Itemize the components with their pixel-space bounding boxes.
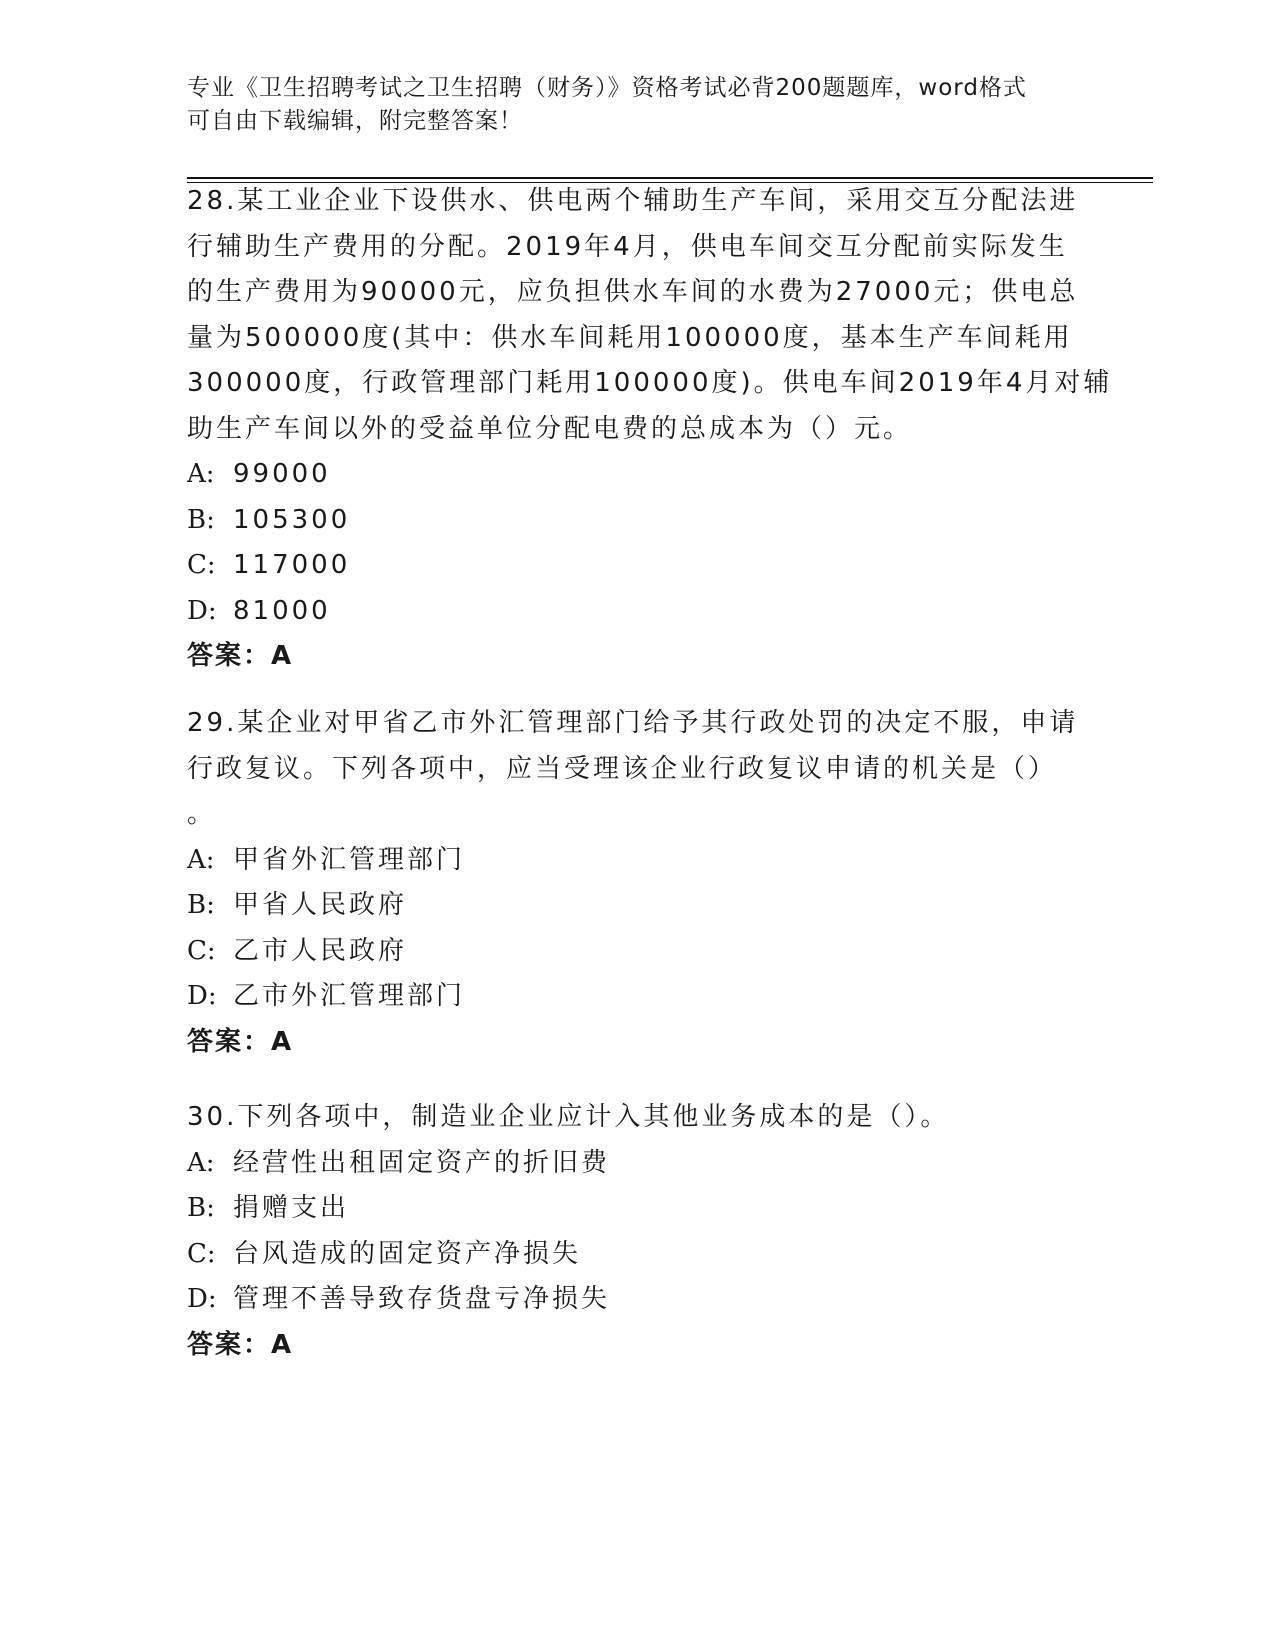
answer-value: A	[271, 1329, 294, 1360]
option-text: 乙市外汇管理部门	[233, 981, 466, 1011]
option-d	[187, 974, 1087, 1020]
question-line: 。	[187, 799, 217, 829]
document-header	[187, 72, 1087, 138]
answer-line	[187, 1323, 1087, 1369]
header-line-2: 可自由下载编辑，附完整答案！	[187, 108, 523, 134]
option-key: C:	[187, 1238, 216, 1269]
question-line: 300000度，行政管理部门耗用100000度)。供电车间2019年4月对辅	[187, 368, 1113, 398]
option-a	[187, 452, 1087, 498]
option-c	[187, 929, 1087, 975]
option-key: C:	[187, 550, 216, 580]
answer-value: A	[271, 1026, 294, 1057]
option-key: B:	[187, 1193, 215, 1223]
question-line: 行辅助生产费用的分配。2019年4月，供电车间交互分配前实际发生	[187, 231, 1068, 262]
option-b	[187, 1186, 1087, 1232]
question-line: 助生产车间以外的受益单位分配电费的总成本为（）元。	[187, 413, 913, 444]
option-text: 捐赠支出	[233, 1193, 350, 1223]
question-line: 29.某企业对甲省乙市外汇管理部门给予其行政处罚的决定不服，申请	[187, 708, 1079, 738]
answer-label: 答案：	[187, 1026, 272, 1057]
option-d	[187, 1277, 1087, 1323]
option-text: 甲省外汇管理部门	[233, 844, 466, 875]
option-a	[187, 838, 1087, 884]
option-a	[187, 1141, 1087, 1187]
option-key: D:	[187, 981, 217, 1011]
answer-label: 答案：	[187, 1329, 272, 1360]
option-c	[187, 543, 1087, 589]
question-line: 行政复议。下列各项中，应当受理该企业行政复议申请的机关是（）	[187, 753, 1058, 784]
answer-value: A	[271, 641, 294, 671]
option-text: 117000	[233, 550, 351, 580]
option-key: C:	[187, 935, 216, 966]
question-29	[187, 701, 1087, 1065]
option-text: 管理不善导致存货盘亏净损失	[233, 1284, 611, 1314]
option-key: B:	[187, 504, 215, 535]
option-d	[187, 589, 1087, 635]
answer-label: 答案：	[187, 641, 272, 671]
option-text: 台风造成的固定资产净损失	[233, 1238, 582, 1269]
question-line: 的生产费用为90000元，应负担供水车间的水费为27000元；供电总	[187, 277, 1079, 307]
option-c	[187, 1232, 1087, 1278]
option-key: A:	[187, 844, 215, 875]
question-30	[187, 1095, 1087, 1368]
answer-line	[187, 634, 1087, 680]
option-text: 81000	[233, 595, 331, 626]
option-key: D:	[187, 595, 217, 626]
answer-line	[187, 1020, 1087, 1066]
question-line: 量为500000度(其中：供水车间耗用100000度，基本生产车间耗用	[187, 322, 1073, 353]
option-key: B:	[187, 890, 215, 920]
option-text: 105300	[233, 504, 351, 535]
option-b	[187, 883, 1087, 929]
question-line: 28.某工业企业下设供水、供电两个辅助生产车间，采用交互分配法进	[187, 186, 1079, 216]
option-text: 甲省人民政府	[233, 890, 408, 920]
header-line-1: 专业《卫生招聘考试之卫生招聘（财务）》资格考试必背200题题库，word格式	[187, 75, 1027, 101]
option-text: 乙市人民政府	[233, 935, 408, 966]
option-b	[187, 498, 1087, 544]
option-text: 经营性出租固定资产的折旧费	[233, 1147, 611, 1178]
option-text: 99000	[233, 459, 331, 489]
option-key: A:	[187, 459, 215, 489]
option-key: A:	[187, 1147, 215, 1178]
question-28	[187, 179, 1113, 680]
option-key: D:	[187, 1284, 217, 1314]
question-line: 30.下列各项中，制造业企业应计入其他业务成本的是（）。	[187, 1102, 950, 1132]
